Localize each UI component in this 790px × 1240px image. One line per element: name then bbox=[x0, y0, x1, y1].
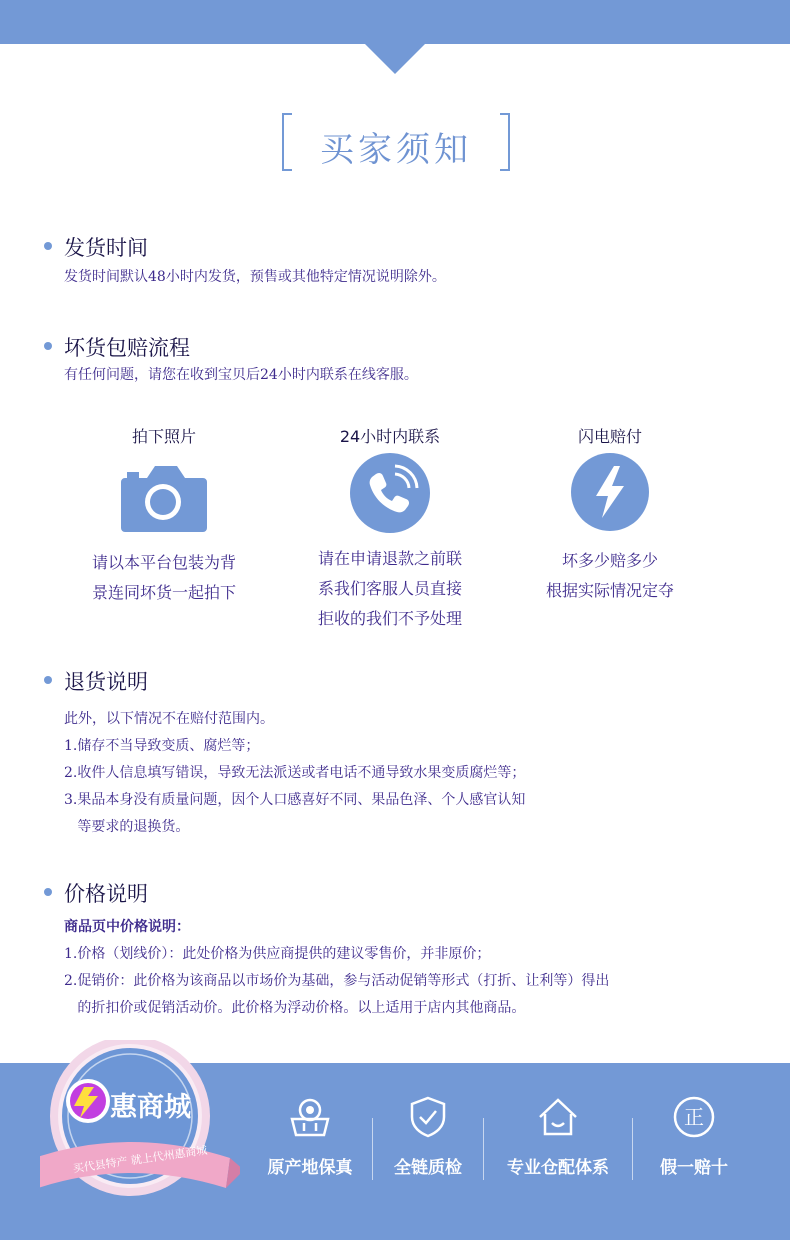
price-line: 的折扣价或促销活动价。此价格为浮动价格。以上适用于店内其他商品。 bbox=[64, 1000, 526, 1016]
footer-item-quality bbox=[368, 1095, 488, 1178]
step-contact bbox=[280, 424, 500, 634]
footer-item-label: 全链质检 bbox=[394, 1158, 462, 1178]
price-line: 1.价格（划线价）：此处价格为供应商提供的建议零售价，并非原价； bbox=[64, 946, 491, 962]
returns-line: 3.果品本身没有质量问题，因个人口感喜好不同、果品色泽、个人感官认知 bbox=[64, 792, 526, 808]
house-icon bbox=[536, 1095, 580, 1139]
svg-text:正: 正 bbox=[684, 1105, 704, 1129]
step-desc-line: 根据实际情况定夺 bbox=[545, 581, 674, 600]
brand-ribbon-text: 买代县特产 就上代州惠商城 bbox=[72, 1143, 209, 1176]
brand-name: 惠商城 bbox=[110, 1092, 191, 1123]
returns-line: 此外，以下情况不在赔付范围内。 bbox=[64, 711, 274, 727]
shipping-text: 发货时间默认48小时内发货，预售或其他特定情况说明除外。 bbox=[64, 269, 446, 285]
camera-icon bbox=[119, 462, 209, 534]
bullet-dot bbox=[44, 342, 52, 350]
returns-line: 等要求的退换货。 bbox=[64, 819, 190, 835]
damage-text: 有任何问题，请您在收到宝贝后24小时内联系在线客服。 bbox=[64, 367, 418, 383]
step-payout bbox=[500, 424, 720, 606]
price-subheading: 商品页中价格说明： bbox=[64, 919, 190, 935]
title-box bbox=[282, 113, 510, 171]
bullet-dot bbox=[44, 888, 52, 896]
returns-line: 2.收件人信息填写错误，导致无法派送或者电话不通导致水果变质腐烂等； bbox=[64, 765, 526, 781]
banner-notch bbox=[365, 44, 425, 74]
section-heading: 发货时间 bbox=[64, 236, 148, 260]
footer-divider bbox=[632, 1118, 633, 1180]
section-heading: 退货说明 bbox=[64, 670, 148, 694]
zheng-icon bbox=[672, 1095, 716, 1139]
bullet-dot bbox=[44, 242, 52, 250]
step-desc-line: 拒收的我们不予处理 bbox=[317, 609, 462, 628]
footer-item-label: 假一赔十 bbox=[660, 1158, 728, 1178]
step-caption: 闪电赔付 bbox=[577, 427, 642, 446]
footer-item-label: 专业仓配体系 bbox=[507, 1158, 609, 1178]
shield-check-icon bbox=[406, 1095, 450, 1139]
page-title: 买家须知 bbox=[320, 130, 472, 170]
step-desc-line: 请在申请退款之前联 bbox=[317, 549, 462, 568]
price-list bbox=[64, 914, 609, 1022]
section-heading: 坏货包赔流程 bbox=[64, 336, 190, 360]
step-caption: 拍下照片 bbox=[131, 427, 196, 446]
returns-list bbox=[64, 706, 525, 841]
basket-icon bbox=[288, 1095, 332, 1139]
footer-item-guarantee bbox=[634, 1095, 754, 1178]
phone-icon bbox=[349, 452, 431, 534]
step-desc-line: 景连同坏货一起拍下 bbox=[91, 583, 236, 602]
footer-item-warehouse bbox=[498, 1095, 618, 1178]
step-desc-line: 系我们客服人员直接 bbox=[317, 579, 462, 598]
footer-item-label: 原产地保真 bbox=[267, 1158, 353, 1178]
lightning-icon bbox=[570, 452, 650, 532]
step-desc-line: 请以本平台包装为背 bbox=[91, 553, 236, 572]
step-caption: 24小时内联系 bbox=[339, 427, 441, 446]
step-desc-line: 坏多少赔多少 bbox=[561, 551, 658, 570]
footer-divider bbox=[483, 1118, 484, 1180]
bullet-dot bbox=[44, 676, 52, 684]
returns-line: 1.储存不当导致变质、腐烂等； bbox=[64, 738, 260, 754]
top-banner bbox=[0, 0, 790, 44]
step-photo bbox=[54, 424, 274, 608]
section-heading: 价格说明 bbox=[64, 882, 148, 906]
footer-item-origin bbox=[250, 1095, 370, 1178]
price-line: 2.促销价：此价格为该商品以市场价为基础，参与活动促销等形式（打折、让利等）得出 bbox=[64, 973, 610, 989]
